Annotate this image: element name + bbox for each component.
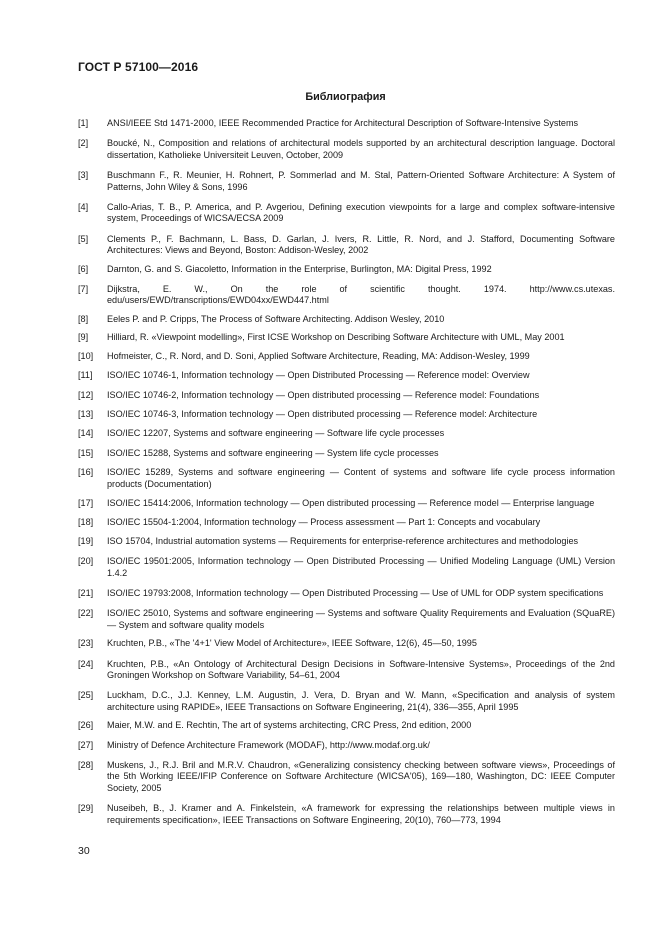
bibliography-entry (78, 118, 615, 129)
section-title: Библиография (305, 91, 386, 103)
entry-number: [9] (78, 332, 89, 343)
entry-text: Ministry of Defence Architecture Framework (MODAF), http://www.modaf.org.uk/ (107, 739, 430, 750)
bibliography-entry (78, 264, 615, 275)
entry-number: [21] (78, 587, 94, 598)
bibliography-entry (78, 332, 615, 343)
entry-text: Kruchten, P.B., «The '4+1' View Model of Architecture», IEEE Software, 12(6), 45—50, 1995 (107, 638, 477, 649)
entry-number: [12] (78, 389, 94, 400)
entry-number: [27] (78, 739, 94, 750)
entry-number: [17] (78, 497, 94, 508)
entry-number: [6] (78, 263, 89, 274)
bibliography-entry (78, 314, 615, 325)
entry-text: Boucké, N., Composition and relations of architectural models supported by an architectural description language. Doctoral dissertation, Katholieke Universiteit Leuven, October, 2009 (107, 138, 615, 160)
entry-text: Eeles P. and P. Cripps, The Process of Software Architecting. Addison Wesley, 2010 (107, 313, 445, 324)
bibliography-entry (78, 170, 615, 193)
entry-number: [14] (78, 428, 94, 439)
bibliography-entry (78, 370, 615, 381)
bibliography-entry (78, 138, 615, 161)
entry-text: Clements P., F. Bachmann, L. Bass, D. Garlan, J. Ivers, R. Little, R. Nord, and J. Stafford, Documenting Software Architectures: Views and Beyond, Boston: Addison-Wesley, 2002 (107, 233, 615, 256)
entry-number: [8] (78, 313, 89, 324)
entry-text: Buschmann F., R. Meunier, H. Rohnert, P. Sommerlad and M. Stal, Pattern-Oriented Software Architecture: A System of Patterns, John Wiley & Sons, 1996 (107, 170, 615, 192)
entry-number: [13] (78, 408, 94, 419)
entry-text: ISO/IEC 19793:2008, Information technology — Open Distributed Processing — Use of UML for ODP system specifications (107, 587, 604, 598)
entry-text: ISO/IEC 19501:2005, Information technology — Open Distributed Processing — Unified Modeling Language (UML) Version 1.4.2 (107, 556, 615, 578)
entry-number: [18] (78, 517, 94, 528)
bibliography-entry (78, 588, 615, 599)
entry-text: Nuseibeh, B., J. Kramer and A. Finkelstein, «A framework for expressing the relationships between multiple views in requirements specification», IEEE Transactions on Software Engineering, 20(10), 760—773, 1994 (107, 803, 615, 825)
entry-number: [3] (78, 170, 89, 181)
entry-text: Dijkstra, E. W., On the role of scientific thought. 1974. http://www.cs.utexas. edu/users/EWD/transcriptions/EWD04xx/EWD447.html (107, 284, 615, 306)
entry-text: ISO/IEC 10746-2, Information technology — Open distributed processing — Reference model: Foundations (107, 389, 540, 400)
bibliography-entry (78, 536, 615, 547)
bibliography-entry (78, 720, 615, 731)
bibliography-entry (78, 234, 615, 257)
bibliography-entry (78, 659, 615, 682)
bibliography-entry (78, 448, 615, 459)
entry-text: ISO/IEC 12207, Systems and software engineering — Software life cycle processes (107, 428, 445, 439)
entry-number: [24] (78, 658, 94, 669)
bibliography-entry (78, 202, 615, 225)
entry-number: [22] (78, 608, 94, 619)
entry-number: [26] (78, 720, 94, 731)
entry-text: ISO/IEC 25010, Systems and software engineering — Systems and software Quality Requirements and Evaluation (SQuaRE) — System and software quality models (107, 608, 615, 630)
entry-text: Hofmeister, C., R. Nord, and D. Soni, Applied Software Architecture, Reading, MA: Addison-Wesley, 1999 (107, 350, 530, 361)
standard-header: ГОСТ Р 57100—2016 (78, 60, 199, 74)
entry-text: ISO/IEC 15289, Systems and software engineering — Content of systems and software life cycle process information products (Documentation) (107, 467, 615, 489)
entry-number: [1] (78, 118, 89, 128)
entry-number: [2] (78, 138, 89, 149)
entry-text: Muskens, J., R.J. Bril and M.R.V. Chaudron, «Generalizing consistency checking between software views», Proceedings of the 5th Working IEEE/IFIP Conference on Software Architecture (WICSA'05), 169—180, Washington, DC: IEEE Computer Society, 2005 (107, 760, 615, 793)
entry-number: [29] (78, 803, 94, 814)
bibliography-entry (78, 351, 615, 362)
bibliography-entry (78, 390, 615, 401)
bibliography-entry (78, 428, 615, 439)
entry-text: Luckham, D.C., J.J. Kenney, L.M. Augustin, J. Vera, D. Bryan and W. Mann, «Specification and analysis of system architecture using RAPIDE», IEEE Transactions on Software Engineering, 21(4), 336—355, April 1995 (107, 690, 615, 712)
entry-number: [23] (78, 638, 94, 649)
entry-text: Maier, M.W. and E. Rechtin, The art of systems architecting, CRC Press, 2nd edition, 2000 (107, 720, 472, 731)
entry-text: ISO/IEC 15414:2006, Information technology — Open distributed processing — Reference model — Enterprise language (107, 497, 595, 508)
bibliography-entry (78, 740, 615, 751)
entry-text: ISO/IEC 10746-3, Information technology — Open distributed processing — Reference model: Architecture (107, 408, 538, 419)
bibliography-entry (78, 498, 615, 509)
entry-number: [4] (78, 202, 89, 213)
entry-text: Kruchten, P.B., «An Ontology of Architectural Design Decisions in Software-Intensive Systems», Proceedings of the 2nd Groningen Workshop on Software Variability, 54–61, 2004 (107, 658, 615, 680)
entry-number: [20] (78, 556, 94, 567)
bibliography-entry (78, 284, 615, 307)
entry-number: [15] (78, 447, 94, 458)
bibliography-entry (78, 467, 615, 490)
entry-text: ISO/IEC 15288, Systems and software engineering — System life cycle processes (107, 447, 439, 458)
entry-text: ISO 15704, Industrial automation systems — Requirements for enterprise-reference architectures and methodologies (107, 535, 579, 546)
entry-number: [7] (78, 284, 89, 295)
bibliography-entry (78, 690, 615, 713)
bibliography-entry (78, 638, 615, 649)
entry-number: [16] (78, 467, 94, 478)
entry-text: Callo-Arias, T. B., P. America, and P. Avgeriou, Defining execution viewpoints for a large and complex software-intensive system, Proceedings of WICSA/ECSA 2009 (107, 202, 615, 224)
entry-number: [5] (78, 233, 89, 244)
entry-text: Darnton, G. and S. Giacoletto, Information in the Enterprise, Burlington, MA: Digital Press, 1992 (107, 263, 492, 274)
bibliography-list (78, 118, 615, 826)
bibliography-entry (78, 760, 615, 794)
entry-text: Hilliard, R. «Viewpoint modelling», First ICSE Workshop on Describing Software Architecture with UML, May 2001 (107, 332, 565, 343)
entry-text: ISO/IEC 15504-1:2004, Information technology — Process assessment — Part 1: Concepts and vocabulary (107, 517, 541, 528)
entry-number: [10] (78, 350, 94, 361)
bibliography-entry (78, 803, 615, 826)
bibliography-entry (78, 409, 615, 420)
entry-text: ISO/IEC 10746-1, Information technology — Open Distributed Processing — Reference model: Overview (107, 370, 530, 381)
entry-number: [11] (78, 370, 93, 381)
entry-number: [19] (78, 535, 94, 546)
bibliography-entry (78, 517, 615, 528)
entry-number: [28] (78, 760, 94, 771)
bibliography-entry (78, 608, 615, 631)
page-number: 30 (78, 845, 90, 857)
entry-text: ANSI/IEEE Std 1471-2000, IEEE Recommended Practice for Architectural Description of Software-Intensive Systems (107, 118, 579, 128)
entry-number: [25] (78, 690, 94, 701)
bibliography-entry (78, 556, 615, 579)
